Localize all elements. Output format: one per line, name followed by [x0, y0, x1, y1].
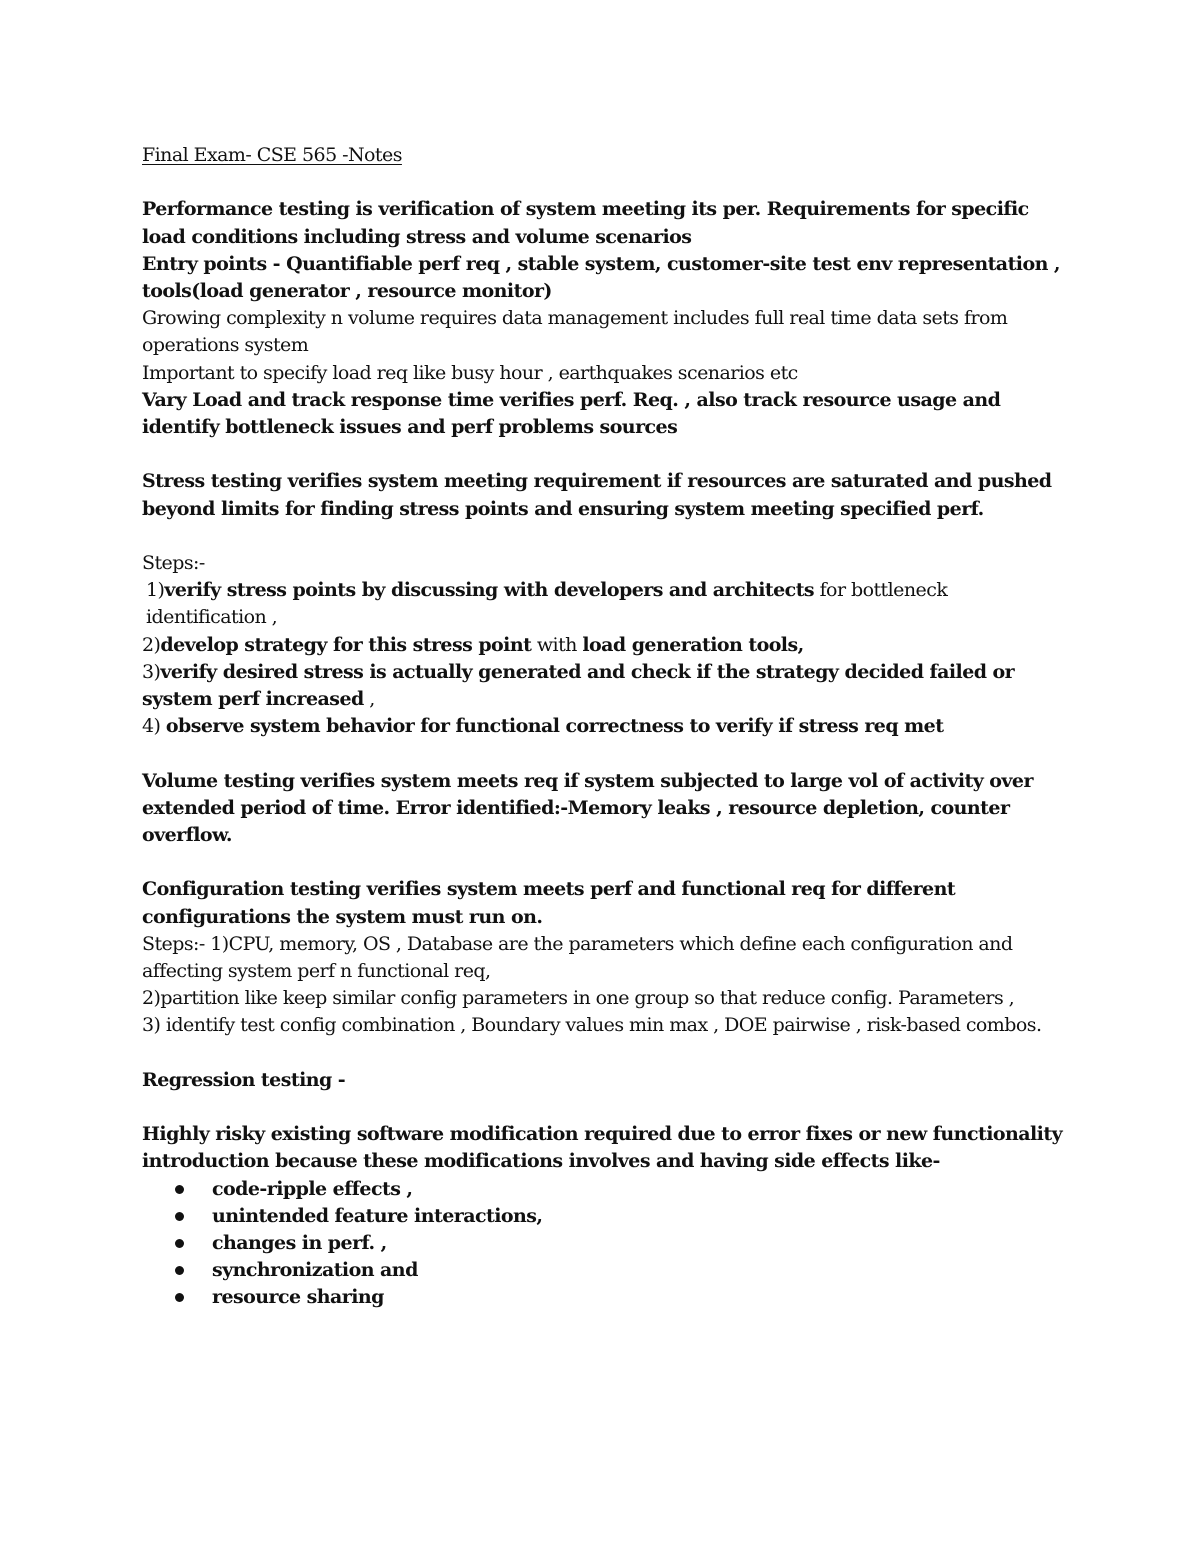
spacer: [142, 740, 1072, 767]
configuration-step-1: Steps:- 1)CPU, memory, OS , Database are the parameters which define each configuration and affecting system perf n functional req,: [142, 932, 1013, 983]
configuration-step-3: 3) identify test config combination , Boundary values min max , DOE pairwise , risk-based combos.: [142, 1014, 1042, 1037]
performance-growing-complexity: Growing complexity n volume requires data management includes full real time data sets from operations system: [142, 307, 1008, 357]
regression-intro: Highly risky existing software modification required due to error fixes or new functionality introduction because these modifications involves and having side effects like-: [142, 1123, 1063, 1173]
step-bold-text: observe system behavior for functional correctness to verify if stress req met: [165, 715, 944, 738]
list-item: [175, 1230, 1072, 1257]
list-item: [175, 1176, 1072, 1203]
bullet-icon: [175, 1212, 184, 1221]
bullet-icon: [175, 1293, 184, 1302]
stress-step-1: [142, 577, 1072, 631]
performance-important: Important to specify load req like busy hour , earthquakes scenarios etc: [142, 361, 798, 384]
performance-entry-points: Entry points - Quantifiable perf req , stable system, customer-site test env representation , tools(load generator , resource monitor): [142, 252, 1060, 302]
step-text: for bottleneck identification ,: [146, 579, 948, 629]
list-item: [175, 1257, 1072, 1284]
stress-step-2: [142, 632, 1072, 659]
step-number: 1): [146, 579, 165, 602]
side-effects-list: [142, 1176, 1072, 1312]
stress-step-4: [142, 713, 1072, 740]
step-bold-text: load generation tools,: [582, 633, 804, 656]
stress-steps-label: Steps:-: [142, 552, 205, 574]
bullet-icon: [175, 1185, 184, 1194]
configuration-step-2: 2)partition like keep similar config parameters in one group so that reduce config. Parameters ,: [142, 987, 1015, 1010]
spacer: [142, 523, 1072, 550]
spacer: [142, 1040, 1072, 1067]
performance-definition: Performance testing is verification of system meeting its per. Requirements for specific load conditions including stress and volume scenarios: [142, 198, 1029, 248]
regression-heading: Regression testing -: [142, 1068, 346, 1091]
list-item-text: resource sharing: [212, 1286, 384, 1309]
step-number: 3): [142, 660, 161, 683]
stress-step-3: [142, 659, 1072, 713]
list-item-text: synchronization and: [212, 1259, 418, 1282]
step-bold-text: verify stress points by discussing with developers and architects: [164, 579, 815, 602]
spacer: [142, 1094, 1072, 1121]
spacer: [142, 441, 1072, 468]
spacer: [142, 169, 1072, 196]
performance-vary-load: Vary Load and track response time verifies perf. Req. , also track resource usage and identify bottleneck issues and perf problems sources: [142, 388, 1001, 439]
document-page: [142, 142, 1072, 1312]
bullet-icon: [175, 1239, 184, 1248]
step-text: with: [531, 633, 583, 656]
configuration-definition: Configuration testing verifies system meets perf and functional req for different configurations the system must run on.: [142, 878, 956, 928]
list-item-text: changes in perf. ,: [212, 1232, 387, 1255]
spacer: [142, 849, 1072, 876]
step-bold-text: develop strategy for this stress point: [160, 633, 532, 656]
list-item-text: unintended feature interactions,: [212, 1204, 543, 1227]
step-text: ,: [363, 688, 375, 711]
list-item-text: code-ripple effects ,: [212, 1177, 413, 1200]
list-item: [175, 1203, 1072, 1230]
volume-definition: Volume testing verifies system meets req if system subjected to large vol of activity over extended period of time. Error identified:-Memory leaks , resource depletion, counter overflow.: [142, 769, 1033, 847]
list-item: [175, 1284, 1072, 1311]
step-number: 2): [142, 633, 161, 656]
bullet-icon: [175, 1266, 184, 1275]
step-bold-text: verify desired stress is actually generated and check if the strategy decided failed or system perf increased: [142, 660, 1015, 711]
step-number: 4): [142, 715, 166, 738]
document-title: Final Exam- CSE 565 -Notes: [142, 144, 402, 166]
stress-definition: Stress testing verifies system meeting requirement if resources are saturated and pushed beyond limits for finding stress points and ensuring system meeting specified perf.: [142, 470, 1052, 520]
